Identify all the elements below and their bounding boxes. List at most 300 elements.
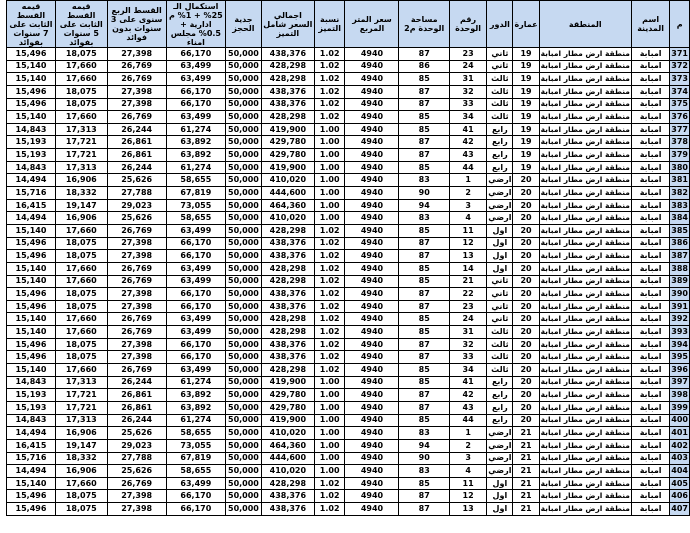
col-header-completion-payment: استكمال الـ 25% + 1% م ادارية + 0.5% مجلس امناء	[166, 1, 225, 48]
cell-area: منطقة ارض مطار امبابة	[539, 364, 631, 377]
cell-completion-payment: 66,170	[166, 48, 225, 61]
cell-completion-payment: 63,499	[166, 111, 225, 124]
cell-installment-5y: 18,075	[55, 338, 107, 351]
cell-premium-ratio: 1.00	[314, 427, 345, 440]
cell-premium-ratio: 1.00	[314, 452, 345, 465]
cell-building: 19	[513, 98, 539, 111]
cell-area: منطقة ارض مطار امبابة	[539, 452, 631, 465]
cell-building: 20	[513, 389, 539, 402]
cell-unit-index: 379	[670, 149, 690, 162]
cell-reservation-deposit: 50,000	[226, 123, 262, 136]
cell-unit-number: 13	[449, 250, 486, 263]
col-header-city: اسم المدينة	[631, 1, 669, 48]
cell-total-price: 428,298	[261, 313, 314, 326]
cell-city: امبابة	[631, 149, 669, 162]
cell-quarterly-installment: 26,244	[107, 123, 166, 136]
cell-floor: ارضي	[487, 199, 513, 212]
cell-installment-7y: 15,140	[7, 224, 56, 237]
cell-unit-index: 384	[670, 212, 690, 225]
table-row	[7, 224, 690, 237]
cell-unit-index: 385	[670, 224, 690, 237]
cell-price-per-meter: 4940	[345, 123, 399, 136]
cell-installment-7y: 14,843	[7, 414, 56, 427]
cell-quarterly-installment: 26,244	[107, 161, 166, 174]
cell-completion-payment: 67,819	[166, 452, 225, 465]
cell-installment-7y: 14,843	[7, 123, 56, 136]
table-row	[7, 439, 690, 452]
cell-total-price: 438,376	[261, 250, 314, 263]
cell-floor: ثاني	[487, 60, 513, 73]
cell-installment-7y: 15,496	[7, 85, 56, 98]
cell-price-per-meter: 4940	[345, 149, 399, 162]
cell-premium-ratio: 1.02	[314, 262, 345, 275]
cell-installment-5y: 17,660	[55, 275, 107, 288]
table-header	[7, 1, 690, 48]
cell-unit-index: 407	[670, 503, 690, 516]
cell-reservation-deposit: 50,000	[226, 427, 262, 440]
cell-total-price: 410,020	[261, 174, 314, 187]
cell-building: 19	[513, 48, 539, 61]
cell-area: منطقة ارض مطار امبابة	[539, 73, 631, 86]
cell-reservation-deposit: 50,000	[226, 376, 262, 389]
cell-installment-5y: 16,906	[55, 212, 107, 225]
cell-price-per-meter: 4940	[345, 275, 399, 288]
cell-installment-5y: 17,660	[55, 60, 107, 73]
cell-installment-7y: 15,140	[7, 73, 56, 86]
cell-price-per-meter: 4940	[345, 262, 399, 275]
cell-installment-5y: 18,075	[55, 237, 107, 250]
table-row	[7, 250, 690, 263]
cell-completion-payment: 63,892	[166, 401, 225, 414]
cell-completion-payment: 63,499	[166, 275, 225, 288]
cell-reservation-deposit: 50,000	[226, 477, 262, 490]
cell-completion-payment: 73,055	[166, 199, 225, 212]
cell-price-per-meter: 4940	[345, 85, 399, 98]
cell-unit-index: 400	[670, 414, 690, 427]
cell-city: امبابة	[631, 401, 669, 414]
cell-completion-payment: 58,655	[166, 427, 225, 440]
cell-premium-ratio: 1.02	[314, 73, 345, 86]
cell-unit-size: 87	[399, 503, 449, 516]
cell-price-per-meter: 4940	[345, 237, 399, 250]
cell-unit-number: 44	[449, 414, 486, 427]
cell-reservation-deposit: 50,000	[226, 237, 262, 250]
cell-quarterly-installment: 26,769	[107, 262, 166, 275]
cell-premium-ratio: 1.00	[314, 187, 345, 200]
cell-total-price: 438,376	[261, 237, 314, 250]
cell-completion-payment: 66,170	[166, 503, 225, 516]
cell-completion-payment: 63,892	[166, 136, 225, 149]
cell-quarterly-installment: 26,861	[107, 389, 166, 402]
cell-area: منطقة ارض مطار امبابة	[539, 427, 631, 440]
cell-unit-index: 395	[670, 351, 690, 364]
cell-floor: رابع	[487, 376, 513, 389]
cell-unit-size: 87	[399, 136, 449, 149]
cell-city: امبابة	[631, 275, 669, 288]
col-header-price-per-meter: سعر المتر المربع	[345, 1, 399, 48]
cell-premium-ratio: 1.02	[314, 313, 345, 326]
col-header-installment-7y: قيمه القسط الثابت على 7 سنوات بفوائد	[7, 1, 56, 48]
cell-premium-ratio: 1.00	[314, 389, 345, 402]
cell-unit-size: 85	[399, 111, 449, 124]
cell-unit-size: 85	[399, 224, 449, 237]
cell-completion-payment: 66,170	[166, 300, 225, 313]
cell-total-price: 438,376	[261, 98, 314, 111]
cell-floor: ثاني	[487, 275, 513, 288]
cell-area: منطقة ارض مطار امبابة	[539, 174, 631, 187]
cell-unit-number: 42	[449, 389, 486, 402]
cell-price-per-meter: 4940	[345, 98, 399, 111]
cell-price-per-meter: 4940	[345, 111, 399, 124]
cell-reservation-deposit: 50,000	[226, 48, 262, 61]
cell-unit-index: 405	[670, 477, 690, 490]
table-row	[7, 161, 690, 174]
cell-unit-number: 34	[449, 364, 486, 377]
table-row	[7, 48, 690, 61]
cell-premium-ratio: 1.00	[314, 439, 345, 452]
table-row	[7, 351, 690, 364]
cell-premium-ratio: 1.00	[314, 465, 345, 478]
table-row	[7, 490, 690, 503]
cell-price-per-meter: 4940	[345, 250, 399, 263]
cell-reservation-deposit: 50,000	[226, 326, 262, 339]
cell-completion-payment: 63,499	[166, 262, 225, 275]
cell-city: امبابة	[631, 212, 669, 225]
cell-reservation-deposit: 50,000	[226, 439, 262, 452]
cell-unit-size: 83	[399, 174, 449, 187]
cell-quarterly-installment: 26,861	[107, 136, 166, 149]
cell-building: 20	[513, 414, 539, 427]
cell-city: امبابة	[631, 427, 669, 440]
cell-reservation-deposit: 50,000	[226, 262, 262, 275]
cell-building: 19	[513, 73, 539, 86]
cell-quarterly-installment: 26,769	[107, 60, 166, 73]
cell-total-price: 429,780	[261, 149, 314, 162]
cell-unit-number: 3	[449, 199, 486, 212]
cell-total-price: 428,298	[261, 326, 314, 339]
cell-unit-size: 85	[399, 376, 449, 389]
cell-installment-5y: 17,313	[55, 414, 107, 427]
cell-area: منطقة ارض مطار امبابة	[539, 136, 631, 149]
cell-unit-index: 383	[670, 199, 690, 212]
cell-premium-ratio: 1.02	[314, 85, 345, 98]
cell-completion-payment: 63,499	[166, 364, 225, 377]
cell-area: منطقة ارض مطار امبابة	[539, 85, 631, 98]
cell-floor: ثالث	[487, 98, 513, 111]
cell-price-per-meter: 4940	[345, 224, 399, 237]
cell-premium-ratio: 1.02	[314, 60, 345, 73]
cell-unit-number: 42	[449, 136, 486, 149]
table-row	[7, 98, 690, 111]
table-row	[7, 85, 690, 98]
cell-installment-5y: 18,332	[55, 452, 107, 465]
cell-price-per-meter: 4940	[345, 187, 399, 200]
cell-building: 19	[513, 60, 539, 73]
cell-installment-7y: 15,496	[7, 300, 56, 313]
cell-building: 19	[513, 136, 539, 149]
col-header-index: م	[670, 1, 690, 48]
cell-unit-number: 41	[449, 123, 486, 136]
cell-quarterly-installment: 26,769	[107, 275, 166, 288]
cell-unit-number: 33	[449, 98, 486, 111]
cell-unit-index: 402	[670, 439, 690, 452]
cell-total-price: 428,298	[261, 224, 314, 237]
cell-area: منطقة ارض مطار امبابة	[539, 237, 631, 250]
cell-building: 21	[513, 465, 539, 478]
cell-unit-size: 94	[399, 439, 449, 452]
cell-unit-index: 397	[670, 376, 690, 389]
cell-unit-index: 388	[670, 262, 690, 275]
table-row	[7, 275, 690, 288]
cell-building: 20	[513, 250, 539, 263]
cell-completion-payment: 66,170	[166, 490, 225, 503]
cell-city: امبابة	[631, 224, 669, 237]
cell-city: امبابة	[631, 351, 669, 364]
cell-total-price: 428,298	[261, 73, 314, 86]
cell-installment-5y: 18,075	[55, 250, 107, 263]
cell-installment-5y: 17,660	[55, 262, 107, 275]
cell-unit-number: 43	[449, 149, 486, 162]
table-row	[7, 111, 690, 124]
cell-quarterly-installment: 26,769	[107, 111, 166, 124]
cell-quarterly-installment: 26,769	[107, 326, 166, 339]
cell-city: امبابة	[631, 389, 669, 402]
cell-area: منطقة ارض مطار امبابة	[539, 389, 631, 402]
cell-area: منطقة ارض مطار امبابة	[539, 212, 631, 225]
cell-floor: ارضي	[487, 439, 513, 452]
cell-area: منطقة ارض مطار امبابة	[539, 477, 631, 490]
cell-floor: ارضي	[487, 174, 513, 187]
cell-city: امبابة	[631, 452, 669, 465]
cell-unit-number: 12	[449, 490, 486, 503]
cell-unit-index: 390	[670, 288, 690, 301]
cell-quarterly-installment: 27,398	[107, 48, 166, 61]
cell-total-price: 419,900	[261, 123, 314, 136]
cell-unit-index: 371	[670, 48, 690, 61]
cell-price-per-meter: 4940	[345, 477, 399, 490]
cell-reservation-deposit: 50,000	[226, 364, 262, 377]
table-body	[7, 48, 690, 516]
cell-city: امبابة	[631, 60, 669, 73]
table-row	[7, 477, 690, 490]
cell-reservation-deposit: 50,000	[226, 414, 262, 427]
cell-area: منطقة ارض مطار امبابة	[539, 224, 631, 237]
cell-floor: ثاني	[487, 288, 513, 301]
cell-installment-7y: 15,496	[7, 48, 56, 61]
cell-unit-number: 34	[449, 111, 486, 124]
cell-city: امبابة	[631, 187, 669, 200]
cell-installment-5y: 17,313	[55, 123, 107, 136]
cell-reservation-deposit: 50,000	[226, 275, 262, 288]
cell-unit-number: 44	[449, 161, 486, 174]
cell-quarterly-installment: 27,398	[107, 98, 166, 111]
cell-price-per-meter: 4940	[345, 452, 399, 465]
cell-installment-5y: 18,075	[55, 351, 107, 364]
cell-reservation-deposit: 50,000	[226, 224, 262, 237]
cell-installment-5y: 16,906	[55, 465, 107, 478]
cell-reservation-deposit: 50,000	[226, 174, 262, 187]
cell-quarterly-installment: 26,769	[107, 313, 166, 326]
table-row	[7, 60, 690, 73]
cell-area: منطقة ارض مطار امبابة	[539, 503, 631, 516]
cell-floor: ارضي	[487, 465, 513, 478]
cell-installment-5y: 19,147	[55, 199, 107, 212]
cell-city: امبابة	[631, 237, 669, 250]
cell-city: امبابة	[631, 288, 669, 301]
cell-installment-7y: 15,193	[7, 136, 56, 149]
cell-installment-5y: 17,721	[55, 136, 107, 149]
cell-price-per-meter: 4940	[345, 60, 399, 73]
cell-floor: ارضي	[487, 452, 513, 465]
cell-area: منطقة ارض مطار امبابة	[539, 149, 631, 162]
cell-installment-7y: 15,140	[7, 477, 56, 490]
cell-unit-size: 87	[399, 250, 449, 263]
cell-city: امبابة	[631, 73, 669, 86]
cell-unit-size: 87	[399, 288, 449, 301]
cell-floor: رابع	[487, 149, 513, 162]
cell-unit-size: 87	[399, 490, 449, 503]
cell-quarterly-installment: 26,244	[107, 414, 166, 427]
cell-unit-size: 87	[399, 85, 449, 98]
cell-unit-number: 24	[449, 313, 486, 326]
cell-installment-5y: 17,660	[55, 111, 107, 124]
cell-quarterly-installment: 26,861	[107, 401, 166, 414]
cell-premium-ratio: 1.02	[314, 48, 345, 61]
header-row	[7, 1, 690, 48]
cell-installment-7y: 15,140	[7, 364, 56, 377]
cell-city: امبابة	[631, 313, 669, 326]
cell-building: 20	[513, 326, 539, 339]
table-row	[7, 427, 690, 440]
cell-installment-7y: 15,140	[7, 313, 56, 326]
col-header-area: المنطقة	[539, 1, 631, 48]
cell-building: 20	[513, 401, 539, 414]
cell-completion-payment: 63,892	[166, 389, 225, 402]
cell-completion-payment: 66,170	[166, 338, 225, 351]
cell-unit-index: 403	[670, 452, 690, 465]
cell-reservation-deposit: 50,000	[226, 85, 262, 98]
cell-installment-7y: 16,415	[7, 199, 56, 212]
cell-premium-ratio: 1.02	[314, 237, 345, 250]
cell-price-per-meter: 4940	[345, 174, 399, 187]
cell-unit-size: 87	[399, 149, 449, 162]
cell-reservation-deposit: 50,000	[226, 111, 262, 124]
units-price-table	[6, 0, 690, 516]
cell-building: 19	[513, 161, 539, 174]
cell-total-price: 428,298	[261, 111, 314, 124]
cell-floor: ثاني	[487, 313, 513, 326]
cell-area: منطقة ارض مطار امبابة	[539, 326, 631, 339]
cell-unit-index: 377	[670, 123, 690, 136]
table-row	[7, 338, 690, 351]
cell-premium-ratio: 1.00	[314, 199, 345, 212]
table-row	[7, 300, 690, 313]
cell-price-per-meter: 4940	[345, 199, 399, 212]
cell-floor: اول	[487, 477, 513, 490]
cell-installment-7y: 15,496	[7, 490, 56, 503]
cell-unit-number: 14	[449, 262, 486, 275]
cell-unit-size: 86	[399, 60, 449, 73]
cell-area: منطقة ارض مطار امبابة	[539, 123, 631, 136]
col-header-premium-ratio: نسبة التميز	[314, 1, 345, 48]
cell-installment-7y: 15,193	[7, 401, 56, 414]
table-row	[7, 326, 690, 339]
cell-installment-5y: 17,660	[55, 224, 107, 237]
cell-completion-payment: 63,499	[166, 224, 225, 237]
cell-building: 19	[513, 123, 539, 136]
cell-premium-ratio: 1.02	[314, 300, 345, 313]
cell-installment-7y: 15,716	[7, 452, 56, 465]
cell-premium-ratio: 1.02	[314, 111, 345, 124]
cell-price-per-meter: 4940	[345, 490, 399, 503]
cell-building: 21	[513, 452, 539, 465]
cell-reservation-deposit: 50,000	[226, 98, 262, 111]
cell-building: 20	[513, 364, 539, 377]
table-row	[7, 73, 690, 86]
cell-installment-5y: 18,075	[55, 300, 107, 313]
cell-city: امبابة	[631, 503, 669, 516]
cell-price-per-meter: 4940	[345, 212, 399, 225]
cell-unit-index: 394	[670, 338, 690, 351]
cell-total-price: 410,020	[261, 427, 314, 440]
cell-city: امبابة	[631, 326, 669, 339]
cell-reservation-deposit: 50,000	[226, 300, 262, 313]
cell-completion-payment: 61,274	[166, 161, 225, 174]
cell-unit-index: 374	[670, 85, 690, 98]
cell-floor: رابع	[487, 161, 513, 174]
cell-floor: اول	[487, 490, 513, 503]
cell-reservation-deposit: 50,000	[226, 199, 262, 212]
cell-unit-index: 406	[670, 490, 690, 503]
cell-unit-size: 94	[399, 199, 449, 212]
cell-floor: ثاني	[487, 300, 513, 313]
cell-installment-5y: 19,147	[55, 439, 107, 452]
cell-installment-7y: 15,496	[7, 98, 56, 111]
cell-quarterly-installment: 27,398	[107, 250, 166, 263]
cell-unit-number: 23	[449, 300, 486, 313]
cell-premium-ratio: 1.02	[314, 326, 345, 339]
cell-completion-payment: 61,274	[166, 123, 225, 136]
col-header-unit-size: مساحة الوحدة م2	[399, 1, 449, 48]
cell-city: امبابة	[631, 98, 669, 111]
cell-total-price: 438,376	[261, 351, 314, 364]
cell-installment-5y: 18,075	[55, 48, 107, 61]
cell-floor: اول	[487, 224, 513, 237]
cell-quarterly-installment: 26,769	[107, 364, 166, 377]
table-row	[7, 174, 690, 187]
cell-completion-payment: 73,055	[166, 439, 225, 452]
cell-installment-7y: 15,496	[7, 250, 56, 263]
cell-premium-ratio: 1.02	[314, 477, 345, 490]
cell-quarterly-installment: 25,626	[107, 465, 166, 478]
cell-unit-number: 21	[449, 275, 486, 288]
table-row	[7, 313, 690, 326]
cell-unit-index: 380	[670, 161, 690, 174]
cell-installment-7y: 15,496	[7, 338, 56, 351]
cell-city: امبابة	[631, 174, 669, 187]
cell-reservation-deposit: 50,000	[226, 161, 262, 174]
cell-unit-index: 389	[670, 275, 690, 288]
cell-premium-ratio: 1.02	[314, 98, 345, 111]
cell-unit-number: 13	[449, 503, 486, 516]
cell-area: منطقة ارض مطار امبابة	[539, 338, 631, 351]
cell-unit-index: 381	[670, 174, 690, 187]
cell-total-price: 438,376	[261, 338, 314, 351]
cell-area: منطقة ارض مطار امبابة	[539, 288, 631, 301]
cell-completion-payment: 58,655	[166, 465, 225, 478]
cell-completion-payment: 63,892	[166, 149, 225, 162]
cell-unit-size: 87	[399, 351, 449, 364]
